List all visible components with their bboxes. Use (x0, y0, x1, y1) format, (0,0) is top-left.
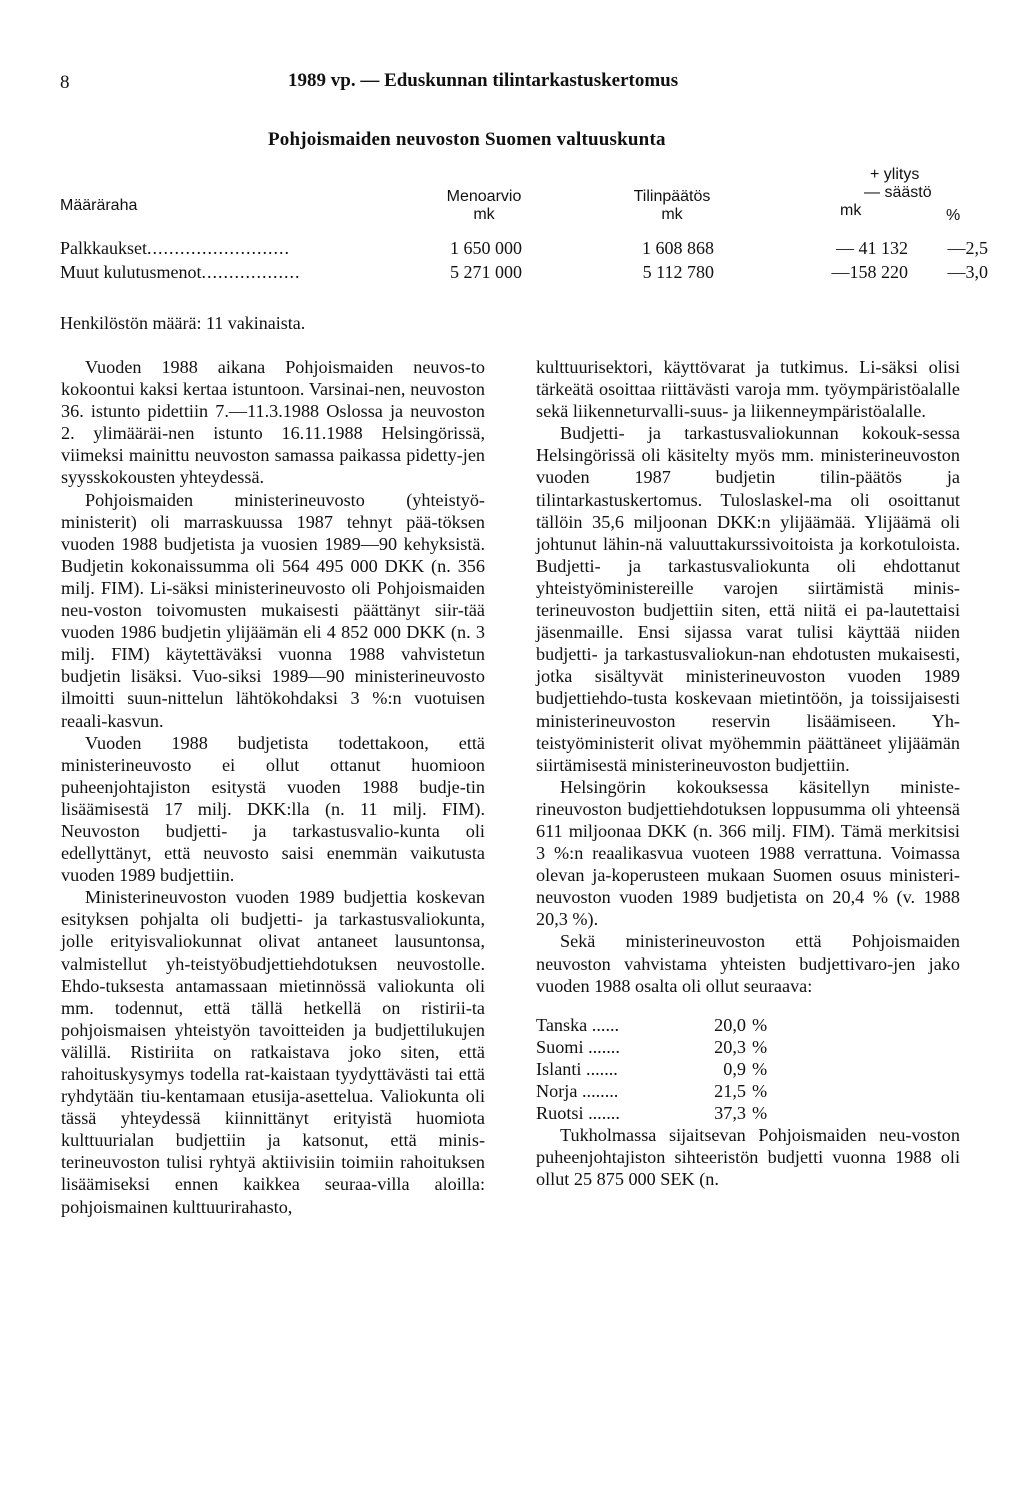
country-value: 37,3 (714, 1103, 746, 1124)
paragraph: kulttuurisektori, käyttövarat ja tutkimus. Li-säksi olisi tärkeätä osoittaa riittävästi varoja mm. työympäristöalalle sekä liikenneturvalli-suus- ja liikenneympäristöalalle. (536, 357, 960, 422)
row-actual: 5 112 780 (642, 262, 714, 282)
section-title: Pohjoismaiden neuvoston Suomen valtuuskunta (268, 129, 666, 150)
row-pct: —2,5 (947, 238, 988, 258)
country-name (536, 1036, 686, 1058)
row-diff: — 41 132 (836, 238, 908, 258)
leader-dots: ....... (586, 1058, 618, 1079)
country-unit: % (752, 1103, 768, 1124)
col-actual-header-line1: Tilinpäätös (633, 188, 711, 205)
country-value: 20,0 (714, 1014, 746, 1035)
left-column (61, 356, 485, 1218)
paragraph: Budjetti- ja tarkastusvaliokunnan kokouk-sessa Helsingörissä oli käsitelty myös mm. ministerineuvoston vuoden 1987 budjetin tilin-päätös ja tilintarkastuskertomus. Tuloslaskel-ma oli osoittanut tällöin 35,6 miljoonan DKK:n ylijäämää. Ylijäämä oli johtunut lähin-nä valuuttakurssivoitoista ja korkotuloista. Budjetti- ja tarkastusvaliokunta oli ehdottanut yhteistyöministereille varojen siirtämistä minis-terineuvoston budjettiin siten, että niitä ei pa-lautettaisi jäsenmaille. Ensi sijassa varat tulisi käyttää niiden budjetti- ja tarkastusvaliokun-nan ehdotusten mukaisesti, jotka sisältyvät ministerineuvoston vuoden 1989 budjettiehdo-tusta koskevaan mietintöön, ja toissijaisesti ministerineuvoston reservin lisäämiseen. Yh-teistyöministerit olivat myöhemmin päättäneet ylijäämän siirtämisestä ministerineuvoston budjettiin. (536, 423, 960, 775)
table-row (536, 1080, 767, 1102)
row-budget: 1 650 000 (450, 238, 522, 258)
col-pct-header: % (946, 207, 961, 224)
country-label: Ruotsi (536, 1103, 584, 1124)
country-name (536, 1102, 686, 1124)
paragraph: Tukholmassa sijaitsevan Pohjoismaiden neu-voston puheenjohtajiston sihteeristön budjetti vuonna 1988 oli ollut 25 875 000 SEK (n. (536, 1125, 960, 1190)
country-name (536, 1080, 686, 1102)
country-value: 0,9 (723, 1058, 746, 1079)
paragraph: Sekä ministerineuvoston että Pohjoismaiden neuvoston vahvistama yhteisten budjettivaro-jen jako vuoden 1988 osalta oli ollut seuraava: (536, 931, 960, 996)
country-label: Norja (536, 1081, 578, 1101)
row-label: Muut kulutusmenot (60, 262, 202, 282)
paragraph: Vuoden 1988 aikana Pohjoismaiden neuvos-to kokoontui kaksi kertaa istuntoon. Varsinai-nen, neuvoston 36. istunto pidettiin 7.—11.3.1988 Oslossa ja neuvoston 2. ylimääräi-nen istunto 16.11.1988 Helsingörissä, viimeksi mainittu neuvoston samassa paikassa pidetty-jen syysskokousten yhteydessä. (61, 357, 485, 488)
page-number: 8 (60, 72, 70, 93)
col-actual-header (607, 188, 737, 224)
country-label: Islanti (536, 1058, 582, 1079)
country-unit: % (752, 1058, 768, 1079)
table-row (60, 238, 290, 259)
row-budget: 5 271 000 (450, 262, 522, 282)
row-diff: —158 220 (831, 262, 908, 282)
country-value: 21,5 (714, 1081, 746, 1101)
paragraph: Vuoden 1988 budjetista todettakoon, että ministerineuvosto ei ollut ottanut huomioon puheenjohtajiston esitystä vuoden 1988 budje-tin lisäämisestä 17 milj. DKK:lla (n. 11 milj. FIM). Neuvoston budjetti- ja tarkastusvalio-kunta oli edellyttänyt, että neuvosto saisi enemmän vaikutusta vuoden 1989 budjettiin. (61, 732, 485, 886)
row-label-header: Määräraha (60, 197, 138, 214)
country-label: Tanska (536, 1014, 588, 1035)
col-actual-header-unit: mk (661, 206, 683, 223)
right-column (536, 356, 960, 1190)
col-diff-header-unit: mk (840, 202, 862, 219)
country-unit: % (752, 1081, 768, 1101)
running-title: 1989 vp. — Eduskunnan tilintarkastuskertomus (288, 70, 679, 91)
leader-dots: .................. (201, 262, 301, 282)
row-label: Palkkaukset (60, 238, 147, 258)
leader-dots: ........ (581, 1081, 619, 1101)
table-row (60, 262, 301, 283)
row-actual: 1 608 868 (642, 238, 714, 258)
staff-note: Henkilöstön määrä: 11 vakinaista. (60, 313, 306, 333)
col-budget-header-unit: mk (473, 206, 495, 223)
col-diff-header-line1: + ylitys (870, 166, 920, 183)
country-name (536, 1014, 686, 1036)
country-shares-table (536, 1014, 767, 1124)
paragraph: Ministerineuvoston vuoden 1989 budjettia koskevan esityksen pohjalta oli budjetti- ja tarkastusvaliokunta, jolle erityisvaliokunnat olivat antaneet lausuntonsa, valmistellut yh-teistyöbudjettiehdotuksen neuvostolle. Ehdo-tuksesta antamassaan mietinnössä valiokunta oli mm. todennut, että tällä hetkellä on ristirii-ta pohjoismaisen yhteistyön tavoitteiden ja budjettilukujen välillä. Ristiriita on ratkaistava joko siten, että rahoituskysymys todella rat-kaistaan tyydyttävästi tai että ryhdytään tiu-kentamaan etusija-asettelua. Valiokunta oli tässä yhteydessä kiinnittänyt erityistä huomiota kulttuurialan budjettiin ja katsonut, että minis-terineuvoston tulisi ryhtyä aktiivisiin toimiin rahoituksen lisäämiseksi ennen kaikkea seuraa-villa aloilla: pohjoismainen kulttuurirahasto, (61, 887, 485, 1217)
row-pct: —3,0 (947, 262, 988, 282)
paragraph: Helsingörin kokouksessa käsitellyn ministe-rineuvoston budjettiehdotuksen loppusumma oli yhteensä 611 miljoonaa DKK (n. 366 milj. FIM). Tämä merkitsisi 3 %:n reaalikasvua vuoteen 1988 verrattuna. Voimassa olevan ja-koperusteen mukaan Suomen osuus ministeri-neuvoston vuoden 1989 budjetista on 20,4 % (v. 1988 20,3 %). (536, 776, 960, 930)
country-name (536, 1058, 686, 1080)
col-budget-header (424, 188, 544, 224)
leader-dots: .......................... (147, 238, 290, 258)
table-row (536, 1102, 767, 1124)
leader-dots: ...... (591, 1014, 620, 1035)
country-unit: % (752, 1036, 768, 1057)
col-diff-header (810, 166, 940, 220)
col-diff-header-line2: — säästö (864, 184, 932, 201)
leader-dots: ....... (588, 1036, 620, 1057)
table-row (536, 1058, 767, 1080)
country-unit: % (752, 1014, 768, 1035)
country-label: Suomi (536, 1036, 584, 1057)
leader-dots: ....... (588, 1103, 620, 1124)
col-budget-header-line1: Menoarvio (446, 188, 522, 205)
paragraph: Pohjoismaiden ministerineuvosto (yhteistyö-ministerit) oli marraskuussa 1987 tehnyt pää-töksen vuoden 1988 budjetista ja vuosien 1989—90 kehyksistä. Budjetin kokonaissumma oli 564 495 000 DKK (n. 356 milj. FIM). Li-säksi ministerineuvosto oli Pohjoismaiden neu-voston toivomusten mukaisesti päättänyt siir-tää vuoden 1986 budjetin ylijäämän eli 4 852 000 DKK (n. 3 milj. FIM) käytettäväksi vuonna 1988 vahvistetun budjetin lisäksi. Vuo-siksi 1989—90 ministerineuvosto ilmoitti suun-nittelun lähtökohdaksi 3 %:n vuotuisen reaali-kasvun. (61, 489, 485, 731)
country-value: 20,3 (714, 1036, 746, 1057)
table-row (536, 1036, 767, 1058)
table-row (536, 1014, 767, 1036)
